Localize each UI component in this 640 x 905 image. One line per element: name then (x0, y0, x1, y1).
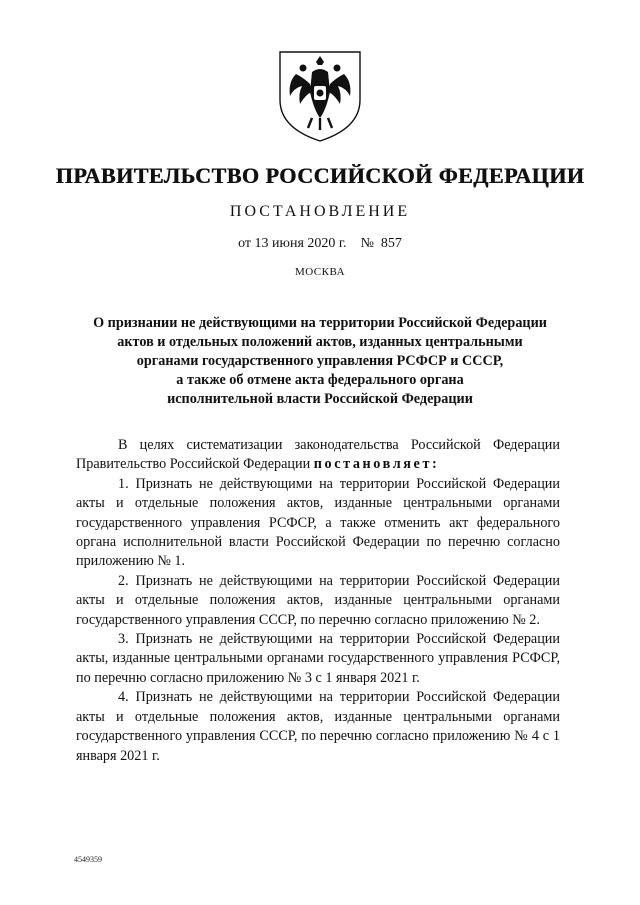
date-and-number (0, 236, 640, 252)
heading-line: а также об отмене акта федерального органа (176, 372, 464, 388)
decree-word: постановляет: (313, 456, 440, 473)
decree-date: от 13 июня 2020 г. (238, 236, 347, 251)
government-title: ПРАВИТЕЛЬСТВО РОССИЙСКОЙ ФЕДЕРАЦИИ (55, 163, 585, 188)
double-headed-eagle-emblem-icon (272, 48, 368, 144)
decree-body (76, 436, 560, 766)
item-paragraph: 2. Признать не действующими на территории Российской Федерации акты и отдельные положения актов, изданные центральными органами государственного управления СССР, по перечню согласно приложению № 2. (76, 572, 560, 628)
item-paragraph: 3. Признать не действующими на территории Российской Федерации акты, изданные центральными органами государственного управления РСФСР, по перечню согласно приложению № 3 с 1 января 2021 г. (76, 631, 560, 686)
coat-of-arms-emblem (272, 48, 368, 144)
heading-line: исполнительной власти Российской Федерации (167, 391, 473, 407)
document-reference-number: 4549359 (74, 855, 102, 864)
preamble-text: В целях систематизации законодательства Российской Федерации Правительство Российской Федерации (76, 437, 560, 473)
heading-line: органами государственного управления РСФСР и СССР, (136, 353, 504, 369)
decree-number: 857 (380, 236, 402, 251)
heading-line: О признании не действующими на территории Российской Федерации (93, 315, 547, 331)
decree-heading (70, 314, 570, 409)
document-type: ПОСТАНОВЛЕНИЕ (229, 203, 411, 220)
preamble-paragraph (76, 436, 560, 475)
heading-line: актов и отдельных положений актов, изданных центральными (117, 334, 523, 350)
item-paragraph: 4. Признать не действующими на территории Российской Федерации акты и отдельные положения актов, изданные центральными органами государственного управления СССР, по перечню согласно приложению № 4 с 1 января 2021 г. (76, 689, 560, 764)
city: МОСКВА (294, 266, 346, 278)
item-paragraph: 1. Признать не действующими на территории Российской Федерации акты и отдельные положения актов, изданные центральными органами государственного управления РСФСР, а также отменить акт федерального органа исполнительной власти Российской Федерации по перечню согласно приложению № 1. (76, 475, 560, 570)
number-sign: № (360, 236, 374, 251)
